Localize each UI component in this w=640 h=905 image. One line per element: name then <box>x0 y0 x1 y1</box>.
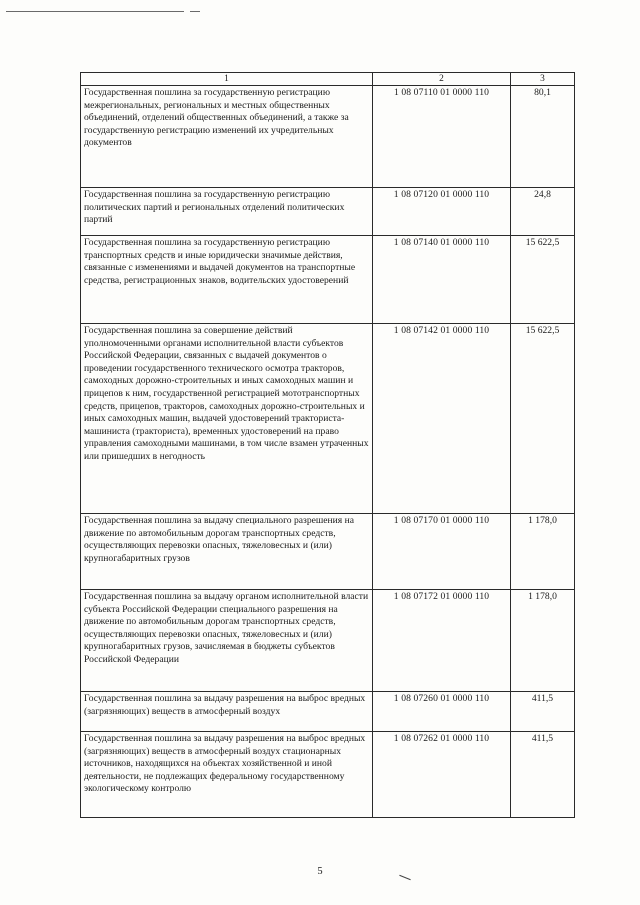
header-col-3: 3 <box>511 73 575 86</box>
row-value: 1 178,0 <box>511 590 575 692</box>
row-code: 1 08 07260 01 0000 110 <box>373 692 511 732</box>
table-row <box>81 732 575 818</box>
fees-table <box>80 72 575 818</box>
table-row <box>81 324 575 514</box>
header-col-1: 1 <box>81 73 373 86</box>
table-row <box>81 86 575 188</box>
row-code: 1 08 07110 01 0000 110 <box>373 86 511 188</box>
row-value: 24,8 <box>511 188 575 236</box>
page-number: 5 <box>317 866 323 877</box>
row-code: 1 08 07120 01 0000 110 <box>373 188 511 236</box>
row-value: 411,5 <box>511 732 575 818</box>
row-description: Государственная пошлина за государственную регистрацию политических партий и региональных отделений политических партий <box>81 188 373 236</box>
row-description: Государственная пошлина за государственную регистрацию транспортных средств и иные юридически значимые действия, связанные с изменениями и выдачей документов на транспортные средства, регистрационных знаков, водительских удостоверений <box>81 236 373 324</box>
row-value: 1 178,0 <box>511 514 575 590</box>
row-description: Государственная пошлина за государственную регистрацию межрегиональных, региональных и местных общественных объединений, отделений общественных объединений, а также за государственную регистрацию изменений их учредительных документов <box>81 86 373 188</box>
row-code: 1 08 07172 01 0000 110 <box>373 590 511 692</box>
row-code: 1 08 07262 01 0000 110 <box>373 732 511 818</box>
row-code: 1 08 07170 01 0000 110 <box>373 514 511 590</box>
scan-artifact-line <box>190 11 200 12</box>
row-description: Государственная пошлина за выдачу разрешения на выброс вредных (загрязняющих) веществ в атмосферный воздух <box>81 692 373 732</box>
row-value: 411,5 <box>511 692 575 732</box>
table-row <box>81 590 575 692</box>
row-description: Государственная пошлина за выдачу органом исполнительной власти субъекта Российской Федерации специального разрешения на движение по автомобильным дорогам транспортных средств, осуществляющих перевозки опасных, тяжеловесных и (или) крупногабаритных грузов, зачисляемая в бюджеты субъектов Российской Федерации <box>81 590 373 692</box>
row-code: 1 08 07142 01 0000 110 <box>373 324 511 514</box>
row-description: Государственная пошлина за выдачу разрешения на выброс вредных (загрязняющих) веществ в атмосферный воздух стационарных источников, находящихся на объектах хозяйственной и иной деятельности, не подлежащих федеральному государственному экологическому контролю <box>81 732 373 818</box>
table-row <box>81 514 575 590</box>
row-value: 15 622,5 <box>511 236 575 324</box>
table-row <box>81 692 575 732</box>
row-code: 1 08 07140 01 0000 110 <box>373 236 511 324</box>
row-description: Государственная пошлина за выдачу специального разрешения на движение по автомобильным дорогам транспортных средств, осуществляющих перевозки опасных, тяжеловесных и (или) крупногабаритных грузов <box>81 514 373 590</box>
row-value: 80,1 <box>511 86 575 188</box>
table-row <box>81 188 575 236</box>
row-value: 15 622,5 <box>511 324 575 514</box>
table-header-row <box>81 73 575 86</box>
scan-artifact-line <box>6 11 184 12</box>
header-col-2: 2 <box>373 73 511 86</box>
table-row <box>81 236 575 324</box>
row-description: Государственная пошлина за совершение действий уполномоченными органами исполнительной власти субъектов Российской Федерации, связанных с выдачей документов о проведении государственного технического осмотра тракторов, самоходных дорожно-строительных и иных самоходных машин и прицепов к ним, государственной регистрацией мототранспортных средств, прицепов, тракторов, самоходных дорожно-строительных и иных самоходных машин, выдачей удостоверений тракториста-машиниста (тракториста), временных удостоверений на право управления самоходными машинами, в том числе взамен утраченных или пришедших в негодность <box>81 324 373 514</box>
